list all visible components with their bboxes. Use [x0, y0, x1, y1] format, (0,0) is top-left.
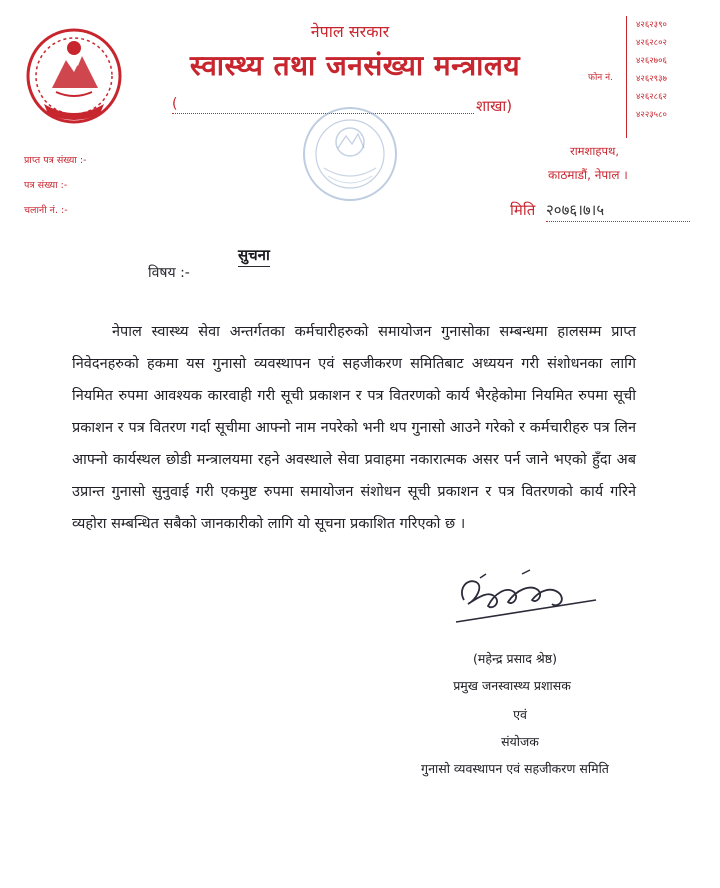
date-label: मिति: [510, 201, 536, 219]
phone-bracket: [626, 16, 633, 138]
notice-body-paragraph: नेपाल स्वास्थ्य सेवा अन्तर्गतका कर्मचारीहरुको समायोजन गुनासोका सम्बन्धमा हालसम्म प्राप्त निवेदनहरुको हकमा यस गुनासो व्यवस्थापन एवं सहजीकरण समितिबाट अध्ययन गरी संशोधनका लागि नियमित रुपमा आवश्यक कारवाही गरी सूची प्रकाशन र पत्र वितरणको कार्य भैरहेकोमा नियमित रुपमा सूची प्रकाशन र पत्र वितरण गर्दा सूचीमा आफ्नो नाम नपरेको भनी थप गुनासो आउने गरेको र कर्मचारीहरु पत्र लिन आफ्नो कार्यस्थल छोडी मन्त्रालयमा रहने अवस्थाले सेवा प्रवाहमा नकारात्मक असर पर्न जाने भएको हुँदा अब उप्रान्त गुनासो सुनुवाई गरी एकमुष्ट रुपमा समायोजन संशोधन सूची प्रकाशन र पत्र वितरणको कार्य गरिने व्यहोरा सम्बन्धित सबैको जानकारीको लागि यो सूचना प्रकाशित गरिएको छ ।: [72, 324, 636, 532]
phone-numbers: [636, 16, 667, 124]
phone-number: ४२६२८०२: [636, 38, 667, 48]
signatory-and: एवं: [513, 707, 527, 722]
address-street: रामशाहपथ,: [570, 144, 619, 158]
signatory-committee: गुनासो व्यवस्थापन एवं सहजीकरण समिति: [421, 761, 609, 776]
ministry-name: स्वास्थ्य तथा जनसंख्या मन्त्रालय: [189, 49, 521, 82]
signature-icon: [436, 560, 606, 640]
address-city: काठमाडौं, नेपाल ।: [548, 168, 628, 182]
government-name: नेपाल सरकार: [310, 22, 390, 41]
notice-title: सुचना: [238, 245, 270, 267]
phone-number: ४२६२८६२: [636, 92, 667, 102]
branch-label: शाखा): [476, 97, 513, 115]
phone-number: ४२६२९३७: [636, 74, 667, 84]
office-seal-stamp-icon: [294, 98, 406, 210]
phone-number: ४२६२३९०: [636, 20, 667, 30]
received-letter-number-label: प्राप्त पत्र संख्या :-: [24, 155, 87, 166]
phone-label: फोन नं.: [588, 73, 613, 83]
phone-number: ४२२३५८०: [636, 110, 667, 120]
phone-number: ४२६२७०६: [636, 56, 667, 66]
branch-open-paren: (: [172, 96, 178, 112]
nepal-emblem-icon: [22, 26, 126, 130]
signatory-name: (महेन्द्र प्रसाद श्रेष्ठ): [473, 651, 557, 666]
dispatch-number-label: चलानी नं. :-: [24, 205, 68, 216]
letter-number-label: पत्र संख्या :-: [24, 180, 68, 191]
signatory-title: प्रमुख जनस्वास्थ्य प्रशासक: [453, 678, 571, 693]
signatory-role: संयोजक: [501, 734, 539, 749]
date-value: २०७६।७।५: [546, 200, 690, 222]
subject-label: विषय :-: [148, 265, 190, 281]
